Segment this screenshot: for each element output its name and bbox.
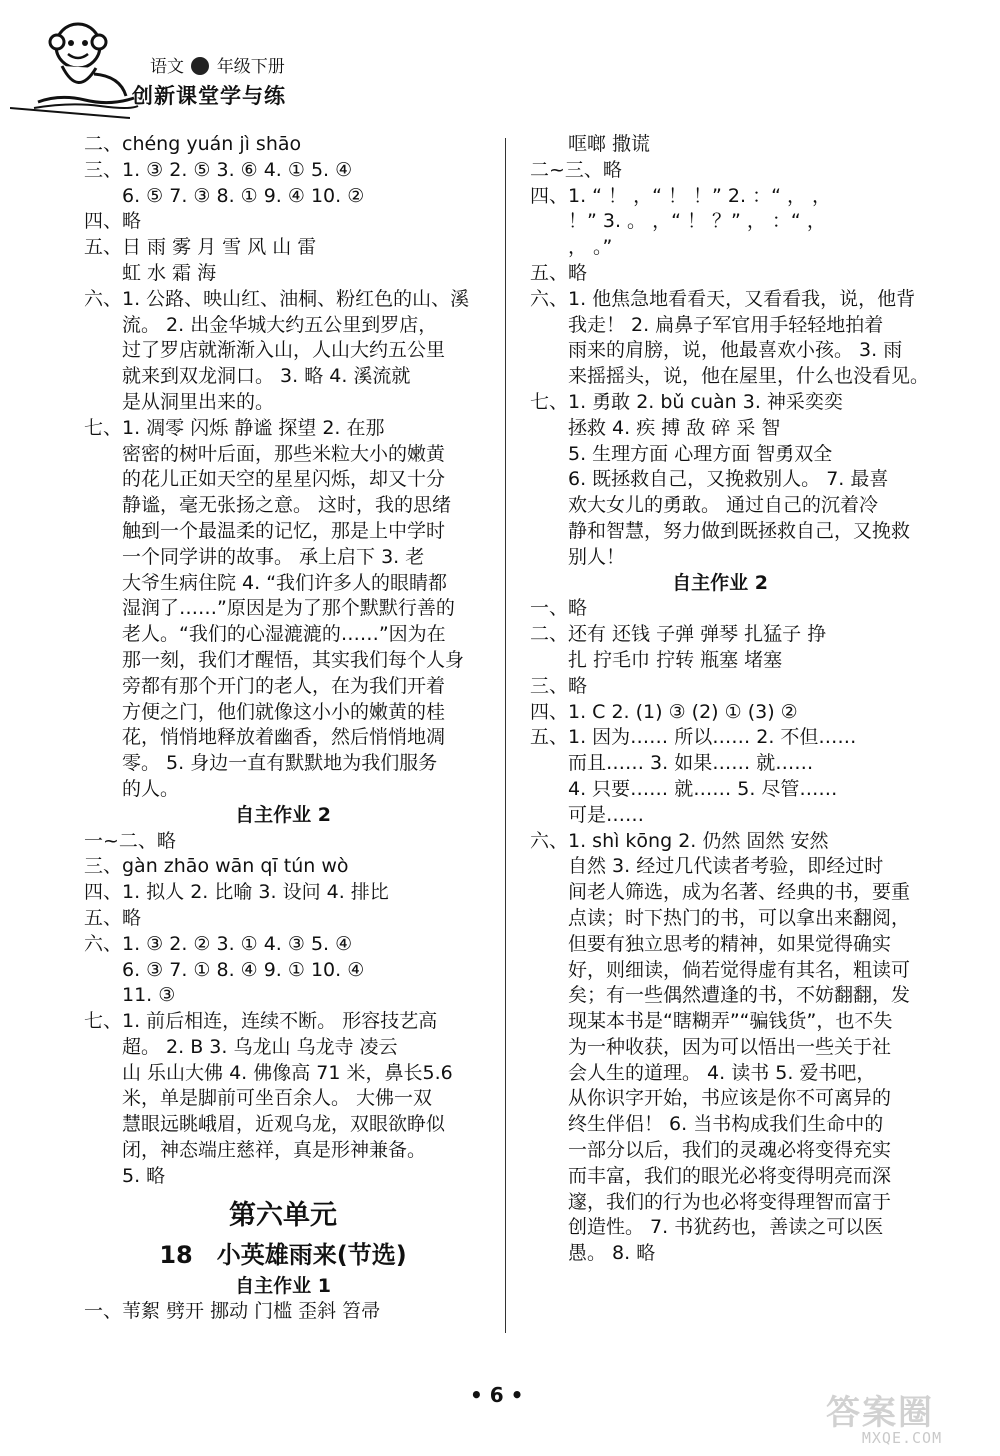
answer-column-right	[530, 132, 930, 1267]
answer-line: 现某本书是“瞎糊弄”“骗钱货”，也不失	[568, 1010, 893, 1033]
answer-line: 过了罗店就渐渐入山，人山大约五公里	[122, 339, 446, 362]
subject-suffix: 年级下册	[216, 57, 285, 77]
subject-label	[150, 52, 285, 77]
answer-line: 自然 3. 经过几代读者考验，即经过时	[568, 855, 884, 878]
answer-line: 五、略	[84, 906, 142, 929]
answer-line: 大爷生病住院 4. “我们许多人的眼睛都	[122, 571, 448, 594]
answer-line: 是从洞里出来的。	[122, 390, 275, 413]
answer-line: 可是……	[568, 803, 645, 826]
answer-line: 静和智慧，努力做到既拯救自己，又挽救	[568, 519, 911, 542]
answer-line: ， 。”	[568, 236, 613, 259]
answer-line: 四、1. “ ！ ，“ ！ ！” 2. ：“ ， ，	[530, 184, 831, 207]
answer-line: 好，则细读，倘若觉得虚有其名，粗读可	[568, 958, 911, 981]
page-number: • 6 •	[470, 1383, 524, 1407]
answer-line: 二、chéng yuán jì shāo	[84, 133, 302, 155]
answer-line: 六、1. 公路、映山红、油桐、粉红色的山、溪	[84, 287, 470, 310]
grade-mark-icon	[191, 57, 209, 75]
answer-line: 4. 只要…… 就…… 5. 尽管……	[568, 777, 838, 800]
answer-line: 来摇摇头，说，他在屋里，什么也没看见。	[568, 365, 930, 388]
answer-line: 一、苇絮 劈开 挪动 门槛 歪斜 笤帚	[84, 1300, 381, 1323]
answer-line: 花，悄悄地释放着幽香，然后悄悄地凋	[122, 726, 446, 749]
answer-line: 那一刻，我们才醒悟，其实我们每个人身	[122, 648, 465, 671]
lesson-title: 18 小英雄雨来(节选)	[159, 1240, 407, 1269]
answer-line: 6. ③ 7. ① 8. ④ 9. ① 10. ④	[122, 958, 365, 981]
answer-line: 的人。	[122, 777, 180, 800]
unit-title: 第六单元	[229, 1199, 337, 1231]
answer-line: 扎 拧毛巾 拧转 瓶塞 堵塞	[568, 648, 783, 671]
answer-line: 从你识字开始，书应该是你不可离异的	[568, 1087, 892, 1110]
answer-line: 五、日 雨 雾 月 雪 风 山 雷	[84, 236, 317, 259]
answer-line: 零。 5. 身边一直有默默地为我们服务	[122, 752, 438, 775]
answer-line: 方便之门，他们就像这小小的嫩黄的桂	[122, 700, 446, 723]
answer-line: 的花儿正如天空的星星闪烁，却又十分	[122, 468, 446, 491]
answer-line: 而丰富，我们的眼光必将变得明亮而深	[568, 1164, 892, 1187]
section-heading: 自主作业 1	[235, 1274, 331, 1297]
answer-line: 山 乐山大佛 4. 佛像高 71 米，鼻长5.6	[122, 1061, 453, 1084]
answer-line: 虹 水 霜 海	[122, 261, 217, 284]
answer-line: 一部分以后，我们的灵魂必将变得充实	[568, 1139, 892, 1162]
answer-line: 我走！ 2. 扁鼻子军官用手轻轻地拍着	[568, 313, 884, 336]
answer-line: 拯救 4. 疾 搏 敌 碎 采 智	[568, 416, 781, 439]
answer-line: 点读；时下热门的书，可以拿出来翻阅，	[568, 906, 911, 929]
answer-line: 二、还有 还钱 子弹 弹琴 扎猛子 挣	[530, 623, 827, 646]
section-heading: 自主作业 2	[672, 571, 768, 594]
answer-line: 6. 既拯救自己，又挽救别人。 7. 最喜	[568, 468, 889, 491]
answer-line: 旁都有那个开门的老人，在为我们开着	[122, 674, 446, 697]
answer-line: 六、1. ③ 2. ② 3. ① 4. ③ 5. ④	[84, 932, 353, 955]
answer-line: 三、gàn zhāo wān qī tún wò	[84, 855, 349, 878]
answer-line: 三、1. ③ 2. ⑤ 3. ⑥ 4. ① 5. ④	[84, 158, 353, 181]
answer-line: 流。 2. 出金华城大约五公里到罗店，	[122, 313, 438, 336]
answer-line: 11. ③	[122, 984, 176, 1007]
answer-line: 慧眼远眺峨眉，近观乌龙，双眼欲睁似	[122, 1113, 446, 1136]
answer-line: 静谧，毫无张扬之意。 这时，我的思绪	[122, 494, 452, 517]
answer-line: 欢大女儿的勇敢。 通过自己的沉着冷	[568, 494, 879, 517]
answer-line: 五、略	[530, 261, 588, 284]
watermark	[818, 1385, 986, 1449]
answer-line: 三、略	[530, 674, 588, 697]
watermark-url: MXQE.COM	[861, 1429, 943, 1447]
answer-line: 七、1. 凋零 闪烁 静谧 探望 2. 在那	[84, 416, 385, 439]
answer-line: ！” 3. 。 ，“ ！ ？” ， ：“ ，	[568, 210, 826, 233]
answer-line: 愚。 8. 略	[568, 1242, 656, 1265]
answer-line: 二~三、略	[530, 158, 622, 181]
answer-line: 5. 略	[122, 1164, 166, 1187]
answer-line: 米，单是脚前可坐百余人。 大佛一双	[122, 1087, 433, 1110]
answer-line: 而且…… 3. 如果…… 就……	[568, 752, 814, 775]
answer-line: 七、1. 前后相连，连续不断。 形容技艺高	[84, 1010, 438, 1033]
answer-line: 矣；有一些偶然遭逢的书，不妨翻翻，发	[568, 984, 911, 1007]
watermark-logo: 答案圈	[826, 1393, 934, 1433]
answer-line: 别人！	[568, 545, 626, 568]
answer-line: 六、1. 他焦急地看看天，又看看我，说，他背	[530, 287, 916, 310]
answer-line: 6. ⑤ 7. ③ 8. ① 9. ④ 10. ②	[122, 184, 365, 207]
section-heading: 自主作业 2	[235, 803, 331, 826]
monkey-mascot-icon	[30, 16, 140, 110]
answer-line: 为一种收获，因为可以悟出一些关于社	[568, 1035, 892, 1058]
answer-line: 哐啷 撒谎	[568, 133, 651, 155]
answer-line: 密密的树叶后面，那些米粒大小的嫩黄	[122, 442, 446, 465]
answer-line: 一个同学讲的故事。 承上启下 3. 老	[122, 545, 425, 568]
answer-line: 五、1. 因为…… 所以…… 2. 不但……	[530, 726, 857, 749]
answer-line: 雨来的肩膀，说，他最喜欢小孩。 3. 雨	[568, 339, 903, 362]
header-wave-rule	[10, 104, 130, 122]
answer-line: 会人生的道理。 4. 读书 5. 爱书吧，	[568, 1061, 876, 1084]
subject-prefix: 语文	[150, 57, 184, 77]
answer-line: 但要有独立思考的精神，如果觉得确实	[568, 932, 892, 955]
answer-line: 四、1. C 2. (1) ③ (2) ① (3) ②	[530, 700, 798, 723]
answer-line: 四、1. 拟人 2. 比喻 3. 设问 4. 排比	[84, 881, 389, 904]
answer-line: 超。 2. B 3. 乌龙山 乌龙寺 凌云	[122, 1035, 398, 1058]
answer-column-left	[84, 132, 482, 1325]
column-divider	[505, 138, 506, 1333]
book-title: 创新课堂学与练	[132, 84, 286, 108]
answer-line: 七、1. 勇敢 2. bǔ cuàn 3. 神采奕奕	[530, 390, 843, 413]
answer-line: 六、1. shì kōng 2. 仍然 固然 安然	[530, 829, 829, 852]
answer-line: 四、略	[84, 210, 142, 233]
answer-line: 触到一个最温柔的记忆，那是上中学时	[122, 519, 446, 542]
answer-line: 一~二、略	[84, 829, 176, 852]
answer-line: 闭，神态端庄慈祥，真是形神兼备。	[122, 1139, 427, 1162]
answer-line: 一、略	[530, 597, 588, 620]
answer-line: 湿润了……”原因是为了那个默默行善的	[122, 597, 455, 620]
answer-line: 就来到双龙洞口。 3. 略 4. 溪流就	[122, 365, 411, 388]
answer-line: 5. 生理方面 心理方面 智勇双全	[568, 442, 833, 465]
page-header	[0, 0, 1000, 130]
answer-line: 创造性。 7. 书犹药也，善读之可以医	[568, 1216, 884, 1239]
answer-line: 终生伴侣！ 6. 当书构成我们生命中的	[568, 1113, 884, 1136]
answer-line: 邃，我们的行为也必将变得理智而富于	[568, 1190, 892, 1213]
answer-line: 老人。“我们的心湿漉漉的……”因为在	[122, 623, 446, 646]
answer-line: 间老人筛选，成为名著、经典的书，要重	[568, 881, 911, 904]
